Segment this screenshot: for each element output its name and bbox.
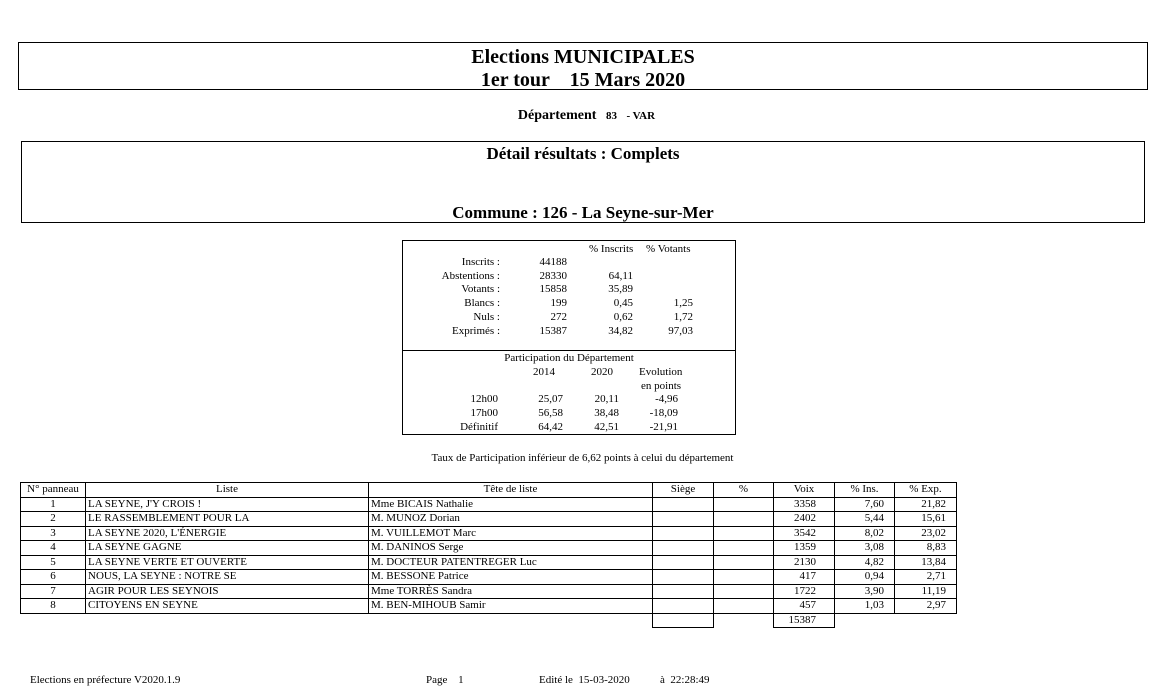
siege-cell bbox=[653, 512, 714, 527]
pct-inscrits-cell: 1,03 bbox=[835, 599, 895, 614]
pct-inscrits-cell: 3,08 bbox=[835, 541, 895, 556]
tete-de-liste: M. VUILLEMOT Marc bbox=[369, 526, 653, 541]
panneau-number: 2 bbox=[21, 512, 86, 527]
stats-pct-votants: 1,72 bbox=[673, 310, 693, 323]
participation-title: Participation du Département bbox=[504, 352, 634, 364]
pct-cell bbox=[714, 526, 774, 541]
tete-de-liste: Mme TORRÈS Sandra bbox=[369, 584, 653, 599]
department-label: Département bbox=[517, 108, 597, 123]
pct-cell bbox=[714, 599, 774, 614]
pct-inscrits-cell: 5,44 bbox=[835, 512, 895, 527]
panneau-number: 3 bbox=[21, 526, 86, 541]
results-table bbox=[20, 482, 957, 628]
results-column-header: Voix bbox=[774, 483, 835, 498]
stats-label: Inscrits : bbox=[461, 256, 500, 268]
pct-exprimes-cell: 15,61 bbox=[895, 512, 957, 527]
totals-empty bbox=[714, 613, 774, 628]
siege-cell bbox=[653, 570, 714, 585]
liste-name: LA SEYNE, J'Y CROIS ! bbox=[86, 497, 369, 512]
siege-cell bbox=[653, 526, 714, 541]
liste-name: NOUS, LA SEYNE : NOTRE SE bbox=[86, 570, 369, 585]
stats-value: 28330 bbox=[539, 269, 567, 282]
table-row bbox=[21, 526, 957, 541]
participation-evolution: -4,96 bbox=[655, 393, 678, 405]
tete-de-liste: M. BEN-MIHOUB Samir bbox=[369, 599, 653, 614]
pct-cell bbox=[714, 570, 774, 585]
liste-name: LA SEYNE GAGNE bbox=[86, 541, 369, 556]
siege-cell bbox=[653, 599, 714, 614]
election-round-date: 1er tour 15 Mars 2020 bbox=[480, 69, 686, 91]
tete-de-liste: M. DOCTEUR PATENTREGER Luc bbox=[369, 555, 653, 570]
totals-empty bbox=[86, 613, 369, 628]
voix-cell: 1359 bbox=[774, 541, 835, 556]
stats-value: 199 bbox=[550, 297, 567, 310]
voix-cell: 457 bbox=[774, 599, 835, 614]
department-code: 83 bbox=[605, 110, 617, 122]
table-row bbox=[21, 497, 957, 512]
table-row bbox=[21, 555, 957, 570]
liste-name: LA SEYNE VERTE ET OUVERTE bbox=[86, 555, 369, 570]
liste-name: AGIR POUR LES SEYNOIS bbox=[86, 584, 369, 599]
totals-empty bbox=[835, 613, 895, 628]
table-row bbox=[21, 584, 957, 599]
participation-label: Définitif bbox=[460, 421, 498, 433]
stats-value: 15387 bbox=[539, 324, 567, 337]
footer-page-number: 1 bbox=[458, 674, 464, 686]
siege-cell bbox=[653, 497, 714, 512]
stats-col-votants: % Votants bbox=[646, 243, 691, 255]
table-row bbox=[21, 541, 957, 556]
panneau-number: 8 bbox=[21, 599, 86, 614]
footer-app-version: Elections en préfecture V2020.1.9 bbox=[30, 674, 181, 686]
pct-inscrits-cell: 3,90 bbox=[835, 584, 895, 599]
participation-2014: 56,58 bbox=[538, 407, 563, 419]
siege-cell bbox=[653, 584, 714, 599]
stats-label: Blancs : bbox=[464, 297, 500, 310]
election-title: Elections MUNICIPALES bbox=[471, 46, 695, 68]
pct-cell bbox=[714, 555, 774, 570]
pct-exprimes-cell: 21,82 bbox=[895, 497, 957, 512]
table-row bbox=[21, 599, 957, 614]
participation-col-2020: 2020 bbox=[591, 366, 613, 378]
voix-cell: 1722 bbox=[774, 584, 835, 599]
totals-row bbox=[21, 613, 957, 628]
commune-title: Commune : 126 - La Seyne-sur-Mer bbox=[452, 203, 714, 222]
participation-col-evolution: Evolution bbox=[639, 366, 683, 378]
stats-label: Votants : bbox=[461, 283, 500, 296]
pct-inscrits-cell: 0,94 bbox=[835, 570, 895, 585]
results-column-header: % Ins. bbox=[835, 483, 895, 498]
liste-name: LE RASSEMBLEMENT POUR LA bbox=[86, 512, 369, 527]
table-row bbox=[21, 512, 957, 527]
pct-cell bbox=[714, 497, 774, 512]
participation-note: Taux de Participation inférieur de 6,62 points à celui du département bbox=[431, 452, 734, 464]
pct-inscrits-cell: 4,82 bbox=[835, 555, 895, 570]
tete-de-liste: M. MUNOZ Dorian bbox=[369, 512, 653, 527]
results-column-header: N° panneau bbox=[21, 483, 86, 498]
tete-de-liste: M. DANINOS Serge bbox=[369, 541, 653, 556]
results-column-header: % bbox=[714, 483, 774, 498]
participation-label: 12h00 bbox=[470, 393, 498, 405]
panneau-number: 4 bbox=[21, 541, 86, 556]
stats-value: 272 bbox=[550, 310, 567, 323]
voix-cell: 3542 bbox=[774, 526, 835, 541]
liste-name: LA SEYNE 2020, L'ÉNERGIE bbox=[86, 526, 369, 541]
stats-col-inscrits: % Inscrits bbox=[589, 243, 634, 255]
stats-label: Exprimés : bbox=[452, 324, 500, 337]
stats-label: Abstentions : bbox=[441, 269, 500, 282]
totals-voix: 15387 bbox=[774, 613, 835, 628]
pct-inscrits-cell: 8,02 bbox=[835, 526, 895, 541]
results-header-row bbox=[21, 483, 957, 498]
panneau-number: 6 bbox=[21, 570, 86, 585]
stats-pct-inscrits: 35,89 bbox=[608, 283, 633, 296]
footer-time: à 22:28:49 bbox=[660, 674, 710, 686]
totals-empty bbox=[21, 613, 86, 628]
department-line bbox=[0, 108, 1173, 124]
participation-2020: 38,48 bbox=[594, 407, 619, 419]
panneau-number: 1 bbox=[21, 497, 86, 512]
participation-evolution: -21,91 bbox=[649, 421, 678, 433]
stats-divider bbox=[402, 350, 736, 351]
voix-cell: 2402 bbox=[774, 512, 835, 527]
siege-cell bbox=[653, 541, 714, 556]
pct-exprimes-cell: 11,19 bbox=[895, 584, 957, 599]
pct-cell bbox=[714, 541, 774, 556]
voix-cell: 2130 bbox=[774, 555, 835, 570]
stats-pct-votants: 97,03 bbox=[668, 324, 693, 337]
participation-evolution: -18,09 bbox=[649, 407, 678, 419]
stats-pct-inscrits: 64,11 bbox=[608, 269, 633, 282]
participation-2020: 42,51 bbox=[594, 421, 619, 433]
panneau-number: 5 bbox=[21, 555, 86, 570]
participation-col-points: en points bbox=[641, 380, 682, 392]
voix-cell: 3358 bbox=[774, 497, 835, 512]
stats-value: 15858 bbox=[539, 283, 567, 296]
stats-pct-votants: 1,25 bbox=[673, 297, 693, 310]
pct-cell bbox=[714, 584, 774, 599]
tete-de-liste: Mme BICAIS Nathalie bbox=[369, 497, 653, 512]
stats-label: Nuls : bbox=[473, 310, 500, 323]
footer-page bbox=[426, 674, 464, 686]
stats-pct-inscrits: 0,62 bbox=[613, 310, 633, 323]
tete-de-liste: M. BESSONE Patrice bbox=[369, 570, 653, 585]
results-column-header: Siège bbox=[653, 483, 714, 498]
stats-value: 44188 bbox=[539, 256, 567, 268]
results-column-header: Liste bbox=[86, 483, 369, 498]
pct-exprimes-cell: 23,02 bbox=[895, 526, 957, 541]
results-column-header: % Exp. bbox=[895, 483, 957, 498]
pct-exprimes-cell: 8,83 bbox=[895, 541, 957, 556]
table-row bbox=[21, 570, 957, 585]
participation-col-2014: 2014 bbox=[533, 366, 555, 378]
pct-exprimes-cell: 13,84 bbox=[895, 555, 957, 570]
participation-label: 17h00 bbox=[470, 407, 498, 419]
participation-2014: 25,07 bbox=[538, 393, 563, 405]
title-box bbox=[18, 42, 1148, 90]
participation-2020: 20,11 bbox=[594, 393, 619, 405]
stats-pct-inscrits: 34,82 bbox=[608, 324, 633, 337]
footer-page-label: Page bbox=[426, 674, 448, 686]
totals-empty bbox=[895, 613, 957, 628]
pct-cell bbox=[714, 512, 774, 527]
totals-empty bbox=[369, 613, 653, 628]
pct-inscrits-cell: 7,60 bbox=[835, 497, 895, 512]
results-column-header: Tête de liste bbox=[369, 483, 653, 498]
participation-2014: 64,42 bbox=[538, 421, 563, 433]
pct-exprimes-cell: 2,71 bbox=[895, 570, 957, 585]
footer-edited: Edité le 15-03-2020 bbox=[539, 674, 630, 686]
panneau-number: 7 bbox=[21, 584, 86, 599]
pct-exprimes-cell: 2,97 bbox=[895, 599, 957, 614]
liste-name: CITOYENS EN SEYNE bbox=[86, 599, 369, 614]
department-name: - VAR bbox=[626, 110, 656, 122]
siege-cell bbox=[653, 555, 714, 570]
voix-cell: 417 bbox=[774, 570, 835, 585]
detail-title: Détail résultats : Complets bbox=[486, 144, 680, 163]
totals-siege bbox=[653, 613, 714, 628]
stats-pct-inscrits: 0,45 bbox=[613, 297, 633, 310]
